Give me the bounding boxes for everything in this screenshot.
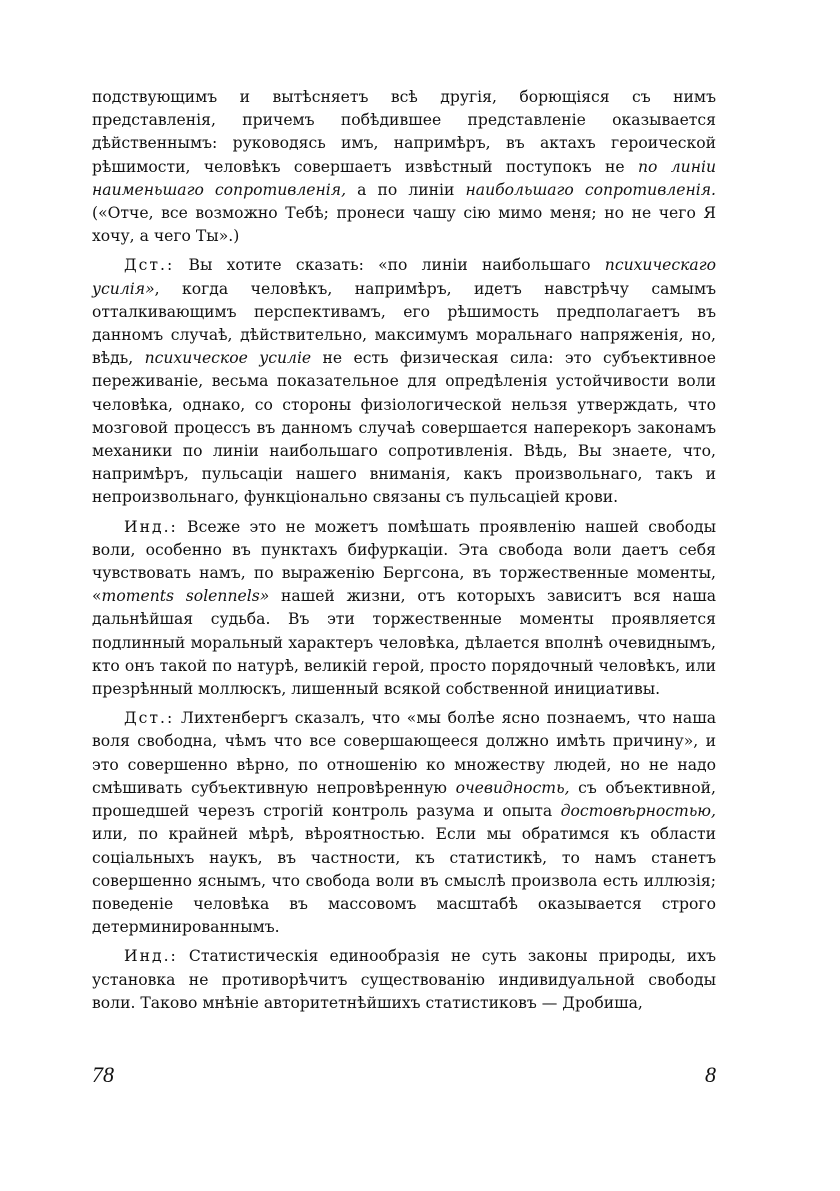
body-text: нашей жизни, отъ которыхъ зависитъ вся наша дальнѣйшая судьба. Въ эти торжественные моменты проявляется подлинный моральный характеръ человѣка, дѣлается вполнѣ очевиднымъ, кто онъ такой по натурѣ, великій герой, просто порядочный человѣкъ, или презрѣнный моллюскъ, лишенный всякой собственной инициативы. — [92, 587, 717, 699]
speaker-label: Дст.: — [124, 709, 175, 728]
speaker-label: Дст.: — [124, 256, 175, 275]
emphasis-text: психическаго усилія» — [92, 256, 716, 298]
speaker-label: Инд.: — [124, 517, 178, 536]
paragraph — [92, 254, 716, 509]
body-text: Лихтенбергъ сказалъ, что «мы болѣе ясно познаемъ, что наша воля свободна, чѣмъ что все совершающееся должно имѣть причину», и это совершенно вѣрно, по отношенію ко множеству людей, но не надо смѣшивать субъективную непровѣренную — [92, 709, 716, 797]
emphasis-text: moments solennels» — [101, 587, 270, 606]
emphasis-text: достовѣрностью, — [560, 802, 716, 821]
body-text: подствующимъ и вытѣсняетъ всѣ другія, борющіяся съ нимъ представленія, причемъ побѣдившее представленіе оказывается дѣйственнымъ: руководясь имъ, напримѣръ, въ актахъ героической рѣшимости, человѣкъ совершаетъ извѣстный поступокъ не — [92, 88, 716, 176]
page-number-left: 78 — [92, 1062, 114, 1087]
paragraph — [92, 707, 716, 939]
body-text: не есть физическая сила: это субъективное переживаніе, весьма показательное для опредѣленія устойчивости воли человѣка, однако, со стороны физіологической нельзя утверждать, что мозговой процессъ въ данномъ случаѣ совершается наперекоръ законамъ механики по линіи наибольшаго сопротивленія. Вѣдь, Вы знаете, что, напримѣръ, пульсаціи нашего вниманія, какъ произвольнаго, такъ и непроизвольнаго, функціонально связаны съ пульсаціей крови. — [92, 349, 716, 507]
paragraph — [92, 516, 716, 702]
body-text: («Отче, все возможно Тебѣ; пронеси чашу сію мимо меня; но не чего Я хочу, а чего Ты».) — [92, 204, 716, 246]
emphasis-text: по линіи наименьшаго сопротивленія, — [92, 157, 716, 199]
body-text: а по линіи — [346, 180, 466, 199]
paragraph — [92, 86, 716, 248]
emphasis-text: наибольшаго сопротивленія. — [465, 180, 716, 199]
body-text: Всеже это не можетъ помѣшать проявленію нашей свободы воли, особенно въ пунктахъ бифуркаціи. Эта свобода воли даетъ себя чувствовать намъ, по выраженію Бергсона, въ торжественные моменты, « — [92, 517, 716, 606]
speaker-label: Инд.: — [124, 947, 178, 966]
body-text: или, по крайней мѣрѣ, вѣроятностью. Если мы обратимся къ области соціальныхъ наукъ, въ частности, къ статистикѣ, то намъ станетъ совершенно яснымъ, что свобода воли въ смыслѣ произвола есть иллюзія; поведеніе человѣка въ массовомъ масштабѣ оказывается строго детерминированнымъ. — [92, 825, 716, 937]
body-text: , когда человѣкъ, напримѣръ, идетъ навстрѣчу самымъ отталкивающимъ перспективамъ, его рѣшимость предполагаетъ въ данномъ случаѣ, дѣйствительно, максимумъ моральнаго напряженія, но, вѣдь, — [92, 279, 716, 368]
signature-mark: 8 — [705, 1062, 716, 1087]
emphasis-text: очевидность, — [455, 778, 570, 797]
body-text: Статистическія единообразія не суть законы природы, ихъ установка не противорѣчитъ существованію индивидуальной свободы воли. Таково мнѣніе авторитетнѣйшихъ статистиковъ — Дробиша, — [92, 947, 716, 1012]
page-footer — [92, 1062, 716, 1092]
body-text: Вы хотите сказать: «по линіи наибольшаго — [174, 256, 605, 275]
paragraph — [92, 945, 716, 1015]
body-text: съ объективной, прошедшей черезъ строгій контроль разума и опыта — [92, 778, 716, 821]
page-body — [92, 86, 716, 1021]
emphasis-text: психическое усиліе — [144, 349, 312, 368]
